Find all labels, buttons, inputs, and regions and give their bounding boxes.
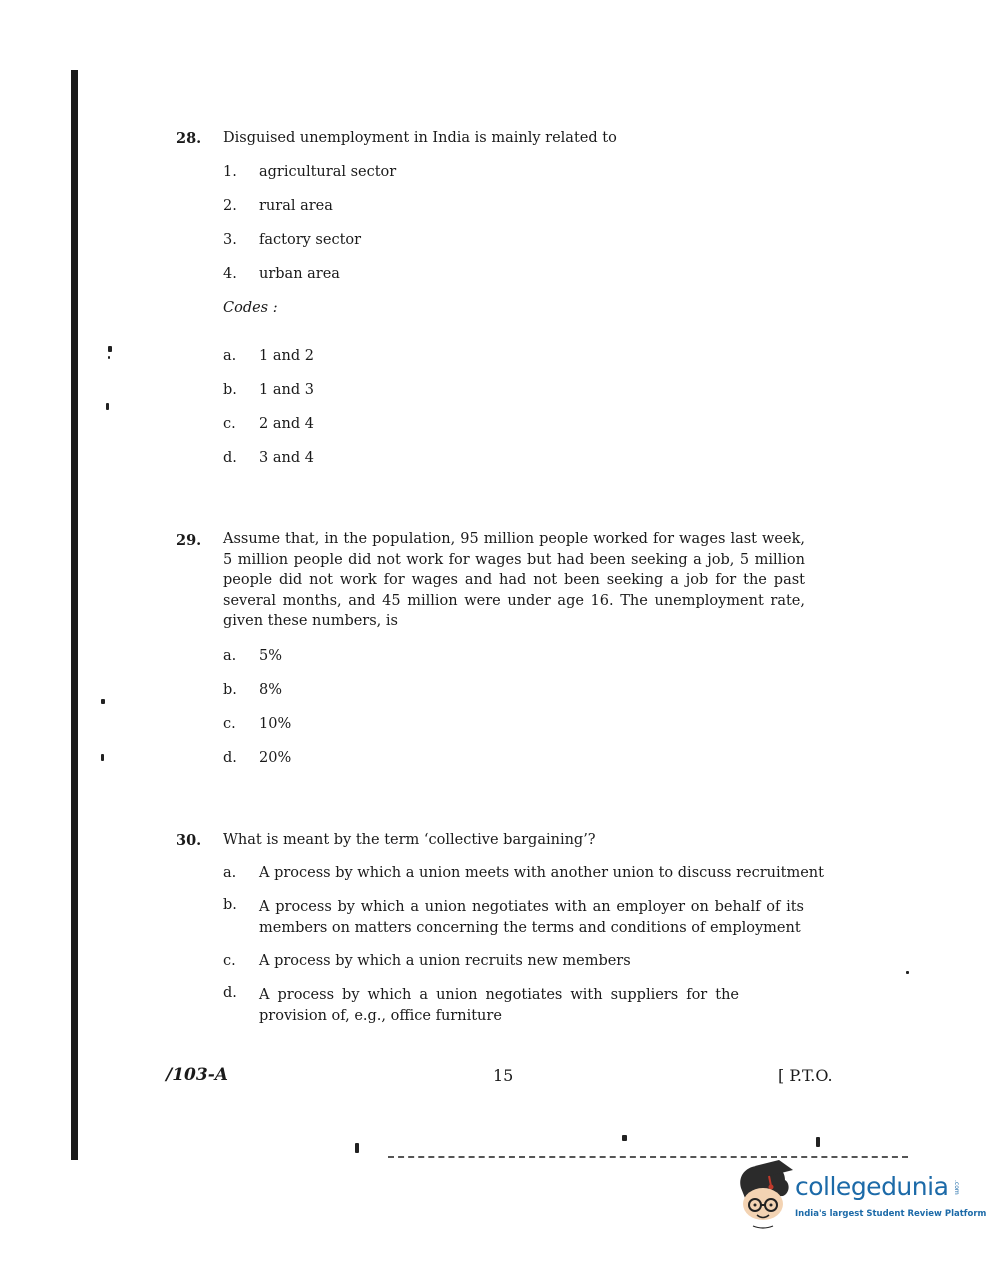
option-text: A process by which a union negotiates with an employer on behalf of its members on matters concerning the terms and conditions of employment	[259, 899, 804, 936]
scan-speck	[101, 699, 105, 704]
scan-speck	[906, 971, 909, 974]
option-text: 3 and 4	[259, 450, 314, 466]
option-text: A process by which a union negotiates with suppliers for the provision of, e.g., office furniture	[259, 987, 739, 1024]
option-label: b.	[223, 682, 237, 698]
option-label: a.	[223, 648, 237, 664]
scan-speck	[101, 754, 104, 761]
statement-text: factory sector	[259, 232, 362, 248]
mascot-icon	[735, 1160, 797, 1230]
page-number: 15	[493, 1066, 514, 1085]
option-label: b.	[223, 897, 237, 913]
statement-text: urban area	[259, 266, 340, 282]
scan-speck	[622, 1135, 627, 1141]
logo-tagline: India's largest Student Review Platform	[795, 1209, 987, 1219]
option-label: b.	[223, 382, 237, 398]
option-label: d.	[223, 450, 237, 466]
scan-margin-edge	[71, 70, 78, 1160]
option-label: c.	[223, 716, 236, 732]
question-number: 30.	[176, 832, 202, 849]
scan-speck	[816, 1137, 820, 1147]
question-text: Disguised unemployment in India is mainly related to	[223, 130, 617, 146]
option-label: c.	[223, 416, 236, 432]
option-text: 1 and 3	[259, 382, 314, 398]
statement-label: 4.	[223, 266, 237, 282]
option-label: c.	[223, 953, 236, 969]
scan-speck	[108, 346, 112, 352]
paper-code: /103-A	[166, 1065, 228, 1085]
option-text: 1 and 2	[259, 348, 314, 364]
statement-text: rural area	[259, 198, 333, 214]
question-text: Assume that, in the population, 95 million people worked for wages last week, 5 million people did not work for wages but had been seeking a job, 5 million people did not work for wages and had not been seeking a job for the past several months, and 45 million were under age 16. The unemployment rate, given these numbers, is	[223, 531, 805, 629]
option-label: d.	[223, 750, 237, 766]
statement-label: 1.	[223, 164, 237, 180]
option-text: 2 and 4	[259, 416, 314, 432]
codes-label: Codes :	[223, 300, 278, 316]
question-number: 28.	[176, 130, 202, 147]
option-text: 8%	[259, 682, 283, 698]
scan-dashed-line	[388, 1156, 908, 1158]
please-turn-over: [ P.T.O.	[778, 1066, 833, 1085]
collegedunia-logo	[735, 1160, 987, 1232]
option-text: A process by which a union recruits new members	[259, 953, 631, 969]
option-text: 5%	[259, 648, 283, 664]
option-label: a.	[223, 865, 237, 881]
scan-speck	[355, 1143, 359, 1153]
option-text: 20%	[259, 750, 292, 766]
statement-label: 2.	[223, 198, 237, 214]
scan-speck	[108, 356, 110, 359]
logo-dotcom: .com	[953, 1180, 960, 1195]
scan-speck	[106, 403, 109, 410]
option-label: a.	[223, 348, 237, 364]
statement-text: agricultural sector	[259, 164, 397, 180]
option-label: d.	[223, 985, 237, 1001]
option-text: A process by which a union meets with another union to discuss recruitment	[259, 865, 824, 881]
question-text: What is meant by the term ‘collective bargaining’?	[223, 832, 596, 848]
option-text: 10%	[259, 716, 292, 732]
statement-label: 3.	[223, 232, 237, 248]
logo-wordmark: collegedunia	[795, 1172, 949, 1201]
question-number: 29.	[176, 532, 202, 549]
